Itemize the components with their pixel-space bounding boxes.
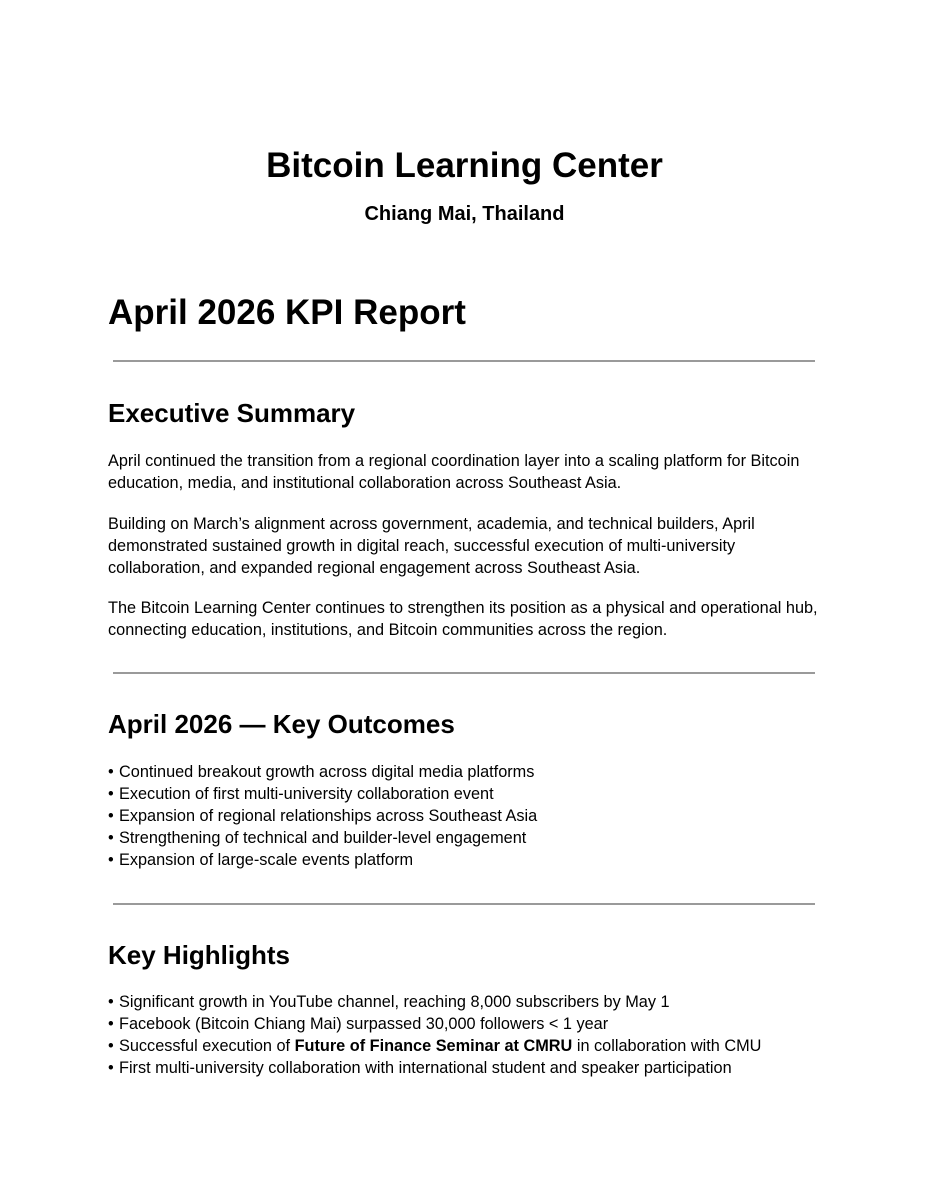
list-item-text: Strengthening of technical and builder-level engagement [119, 829, 527, 847]
key-outcomes-heading: April 2026 — Key Outcomes [108, 709, 455, 739]
section-divider [113, 672, 815, 674]
bullet-icon: • [108, 829, 114, 847]
key-highlights-heading: Key Highlights [108, 940, 291, 970]
list-item-text: Execution of first multi-university collaboration event [119, 785, 494, 803]
executive-summary-paragraph-1: April continued the transition from a regional coordination layer into a scaling platform for Bitcoin education, media, and institutional collaboration across Southeast Asia. [108, 452, 800, 492]
list-item-text-suffix: in collaboration with CMU [572, 1037, 762, 1055]
list-item-text-prefix: Successful execution of [119, 1037, 295, 1055]
list-item-text: First multi-university collaboration with international student and speaker participation [119, 1059, 732, 1077]
key-highlights-list [108, 991, 824, 1079]
bullet-icon: • [108, 1059, 114, 1077]
organization-location: Chiang Mai, Thailand [364, 203, 565, 225]
bullet-icon: • [108, 763, 114, 781]
bullet-icon: • [108, 1015, 114, 1033]
list-item [108, 1035, 824, 1057]
key-outcomes-list [108, 761, 824, 871]
bullet-icon: • [108, 851, 114, 869]
list-item-text: Significant growth in YouTube channel, reaching 8,000 subscribers by May 1 [119, 993, 670, 1011]
section-divider [113, 360, 815, 362]
list-item-text: Expansion of large-scale events platform [119, 851, 414, 869]
list-item-text: Continued breakout growth across digital media platforms [119, 763, 535, 781]
list-item-text: Facebook (Bitcoin Chiang Mai) surpassed 30,000 followers < 1 year [119, 1015, 609, 1033]
list-item [108, 761, 824, 783]
bullet-icon: • [108, 1037, 114, 1055]
list-item [108, 1013, 824, 1035]
bullet-icon: • [108, 807, 114, 825]
bullet-icon: • [108, 993, 114, 1011]
bullet-icon: • [108, 785, 114, 803]
list-item [108, 849, 824, 871]
executive-summary-paragraph-2: Building on March’s alignment across government, academia, and technical builders, April demonstrated sustained growth in digital reach, successful execution of multi-university collaboration, and expanded regional engagement across Southeast Asia. [108, 515, 755, 577]
list-item [108, 827, 824, 849]
list-item-text: Expansion of regional relationships across Southeast Asia [119, 807, 538, 825]
report-title: April 2026 KPI Report [108, 293, 466, 332]
list-item [108, 783, 824, 805]
executive-summary-heading: Executive Summary [108, 398, 356, 428]
list-item [108, 1057, 824, 1079]
organization-title: Bitcoin Learning Center [266, 146, 663, 185]
list-item [108, 991, 824, 1013]
seminar-name: Future of Finance Seminar at CMRU [294, 1037, 573, 1055]
list-item [108, 805, 824, 827]
section-divider [113, 903, 815, 905]
executive-summary-paragraph-3: The Bitcoin Learning Center continues to strengthen its position as a physical and operational hub, connecting education, institutions, and Bitcoin communities across the region. [108, 599, 818, 639]
